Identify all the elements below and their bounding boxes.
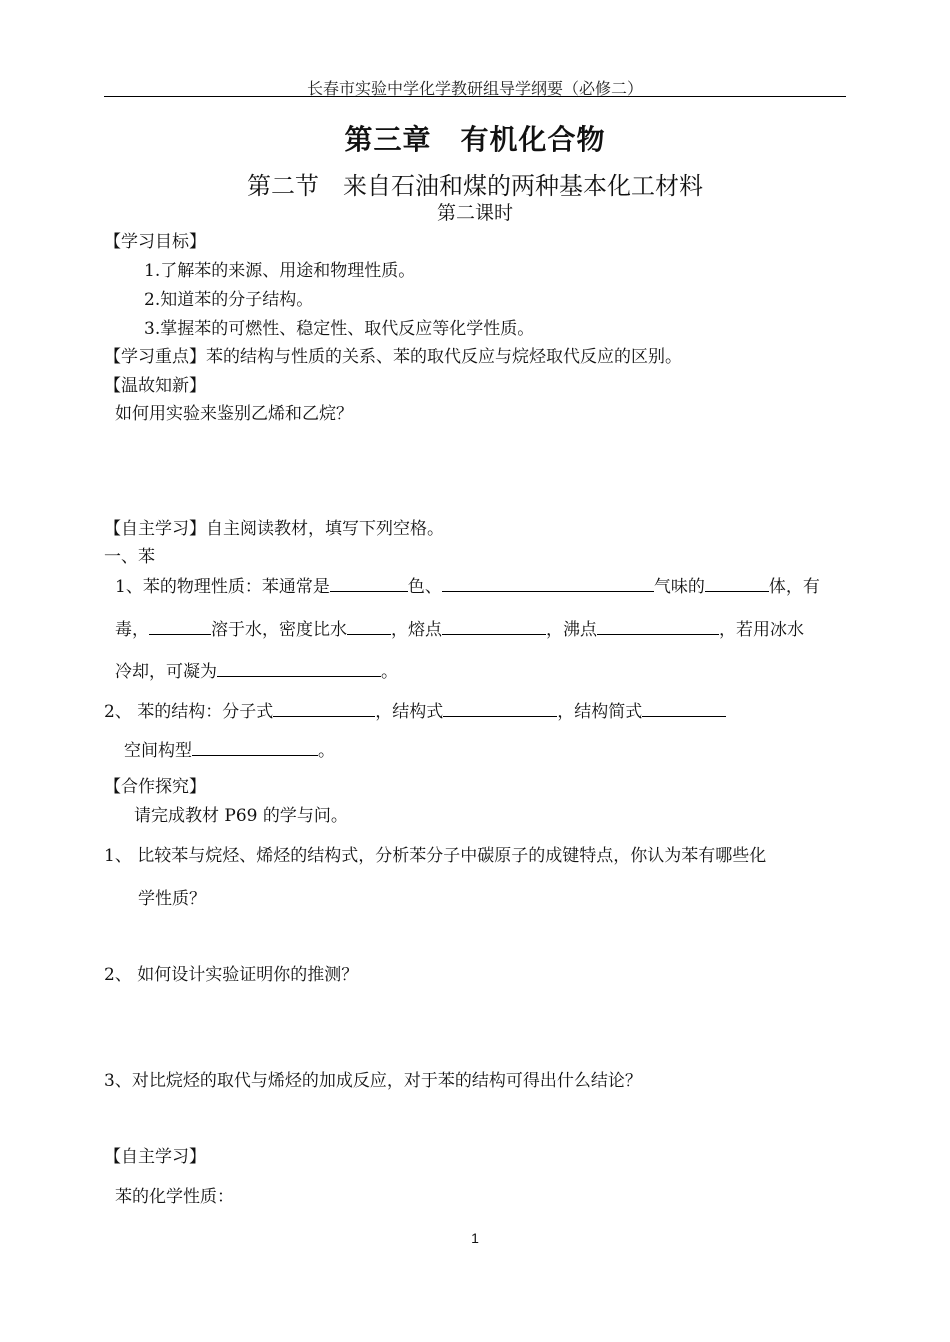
chemical-properties-line: 苯的化学性质： [115,1187,234,1207]
physical-properties-line-3 [115,657,398,682]
spatial-configuration-blank[interactable] [192,737,318,756]
goal-item: 3.掌握苯的可燃性、稳定性、取代反应等化学性质。 [144,319,535,339]
color-blank[interactable] [330,573,408,592]
boiling-point-blank[interactable] [597,616,719,635]
text-segment: ，熔点 [391,620,442,640]
self-study-2-heading: 【自主学习】 [104,1147,206,1167]
text-segment: 气味的 [653,577,705,597]
coop-intro: 请完成教材 P69 的学与问。 [134,806,348,826]
structural-formula-blank[interactable] [443,698,557,717]
text-segment: 空间构型 [124,741,192,761]
structure-line-1 [104,697,726,722]
molecular-formula-blank[interactable] [273,698,375,717]
text-segment: ，若用冰水 [719,620,804,640]
simplified-structure-blank[interactable] [642,698,726,717]
text-segment: ，沸点 [546,620,597,640]
lesson-label: 第二课时 [436,202,513,224]
melting-point-blank[interactable] [442,616,546,635]
text-segment: 色、 [407,577,442,597]
goal-item: 1.了解苯的来源、用途和物理性质。 [144,261,416,281]
smell-blank[interactable] [442,573,654,592]
solidify-blank[interactable] [217,658,381,677]
goals-heading: 【学习目标】 [104,232,206,252]
text-segment: 冷却，可凝为 [115,662,217,682]
self-study-heading: 【自主学习】自主阅读教材，填写下列空格。 [104,519,444,539]
page-header: 长春市实验中学化学教研组导学纲要（必修二） [306,79,643,98]
page-number: 1 [471,1230,479,1246]
physical-properties-line-2 [115,615,804,640]
text-segment: 。 [318,741,335,761]
text-segment: 1、苯的物理性质：苯通常是 [115,577,330,597]
part-one-label: 一、苯 [104,547,155,567]
focus-line: 【学习重点】苯的结构与性质的关系、苯的取代反应与烷烃取代反应的区别。 [104,347,682,367]
text-segment: 毒， [115,620,149,640]
text-segment: 2、 苯的结构：分子式 [104,702,274,722]
coop-question-1-cont: 学性质？ [138,889,206,909]
coop-heading: 【合作探究】 [104,777,206,797]
chapter-title: 第三章 有机化合物 [344,123,606,156]
coop-question-3: 3、对比烷烃的取代与烯烃的加成反应，对于苯的结构可得出什么结论？ [104,1071,642,1091]
review-question: 如何用实验来鉴别乙烯和乙烷？ [115,404,353,424]
solubility-blank[interactable] [149,616,211,635]
density-blank[interactable] [347,616,391,635]
physical-properties-line-1 [115,572,820,597]
text-segment: 溶于水，密度比水 [211,620,347,640]
text-segment: ，结构式 [375,702,444,722]
coop-question-2: 2、 如何设计实验证明你的推测？ [104,965,359,985]
text-segment: ，结构简式 [557,702,643,722]
text-segment: 。 [381,662,398,682]
coop-question-1: 1、 比较苯与烷烃、烯烃的结构式，分析苯分子中碳原子的成键特点，你认为苯有哪些化 [104,846,767,866]
review-heading: 【温故知新】 [104,376,206,396]
text-segment: 体，有 [768,577,820,597]
header-rule [104,96,846,97]
section-title: 第二节 来自石油和煤的两种基本化工材料 [247,172,703,200]
state-blank[interactable] [705,573,769,592]
structure-line-2 [124,736,335,761]
goal-item: 2.知道苯的分子结构。 [144,290,314,310]
